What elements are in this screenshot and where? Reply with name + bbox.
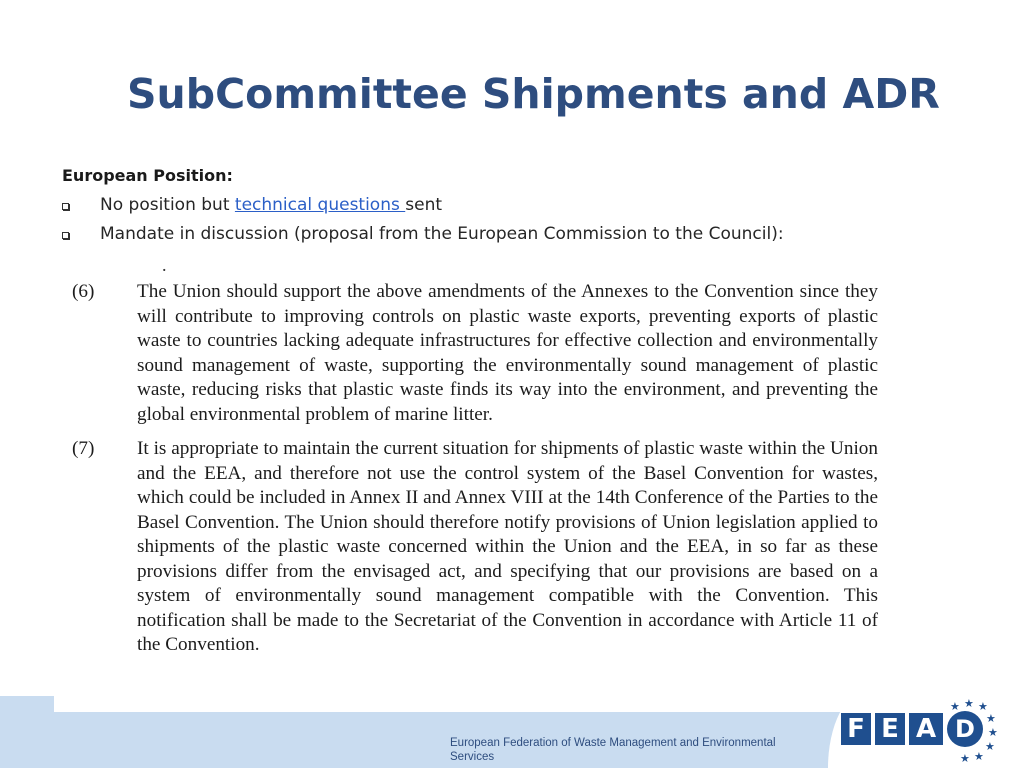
logo-letter: A: [909, 713, 943, 745]
svg-text:★: ★: [964, 698, 974, 710]
excerpt-dot: .: [162, 255, 167, 275]
square-bullet-icon: [62, 203, 69, 210]
logo-stars-icon: [940, 698, 1000, 764]
excerpt-paragraph: [72, 437, 878, 658]
svg-text:★: ★: [960, 752, 970, 764]
technical-questions-link[interactable]: technical questions: [234, 195, 406, 215]
square-bullet-icon: [62, 232, 69, 239]
bullet-list: [62, 192, 784, 250]
svg-text:★: ★: [988, 726, 998, 739]
svg-text:★: ★: [950, 700, 960, 713]
logo-letter: E: [875, 713, 905, 745]
bullet-text-before: No position but: [100, 195, 235, 215]
paragraph-text: It is appropriate to maintain the current situation for shipments of plastic waste within the Union and the EEA, and therefore not use the control system of the Basel Convention for wastes, which could be included in Annex II and Annex VIII at the 14th Conference of the Parties to the Basel Convention. The Union should therefore notify provisions of Union legislation applied to shipments of the plastic waste concerned within the Union and the EEA, in so far as these provisions differ from the envisaged act, and specifying that our provisions are based on a system of environmentally sound management compatible with the Convention. This notification shall be made to the Secretariat of the Convention in accordance with Article 11 of the Convention.: [137, 438, 878, 655]
slide-title: SubCommittee Shipments and ADR: [127, 70, 940, 118]
svg-text:★: ★: [974, 750, 984, 763]
document-excerpt: [72, 280, 878, 668]
svg-text:★: ★: [985, 740, 995, 753]
bullet-item-mandate: [62, 221, 784, 250]
logo-letter: D: [947, 711, 983, 747]
section-heading: European Position:: [62, 166, 233, 185]
bullet-text: Mandate in discussion (proposal from the European Commission to the Council):: [100, 224, 784, 244]
footer-organization: European Federation of Waste Management and Environmental Services: [450, 737, 776, 763]
bullet-item-position: [62, 192, 784, 221]
paragraph-number: (7): [72, 438, 95, 459]
excerpt-paragraph: [72, 280, 878, 427]
svg-text:★: ★: [986, 712, 996, 725]
logo-letter: F: [841, 713, 871, 745]
svg-text:★: ★: [978, 700, 988, 713]
bullet-text-after: sent: [405, 195, 443, 215]
paragraph-number: (6): [72, 281, 95, 302]
paragraph-text: The Union should support the above amendments of the Annexes to the Convention since they will contribute to improving controls on plastic waste exports, preventing exports of plastic waste to countries lacking adequate infrastructures for effective collection and environmentally sound management of waste, supporting the environmentally sound management of plastic waste, reducing risks that plastic waste finds its way into the environment, and preventing the global environmental problem of marine litter.: [137, 281, 878, 425]
